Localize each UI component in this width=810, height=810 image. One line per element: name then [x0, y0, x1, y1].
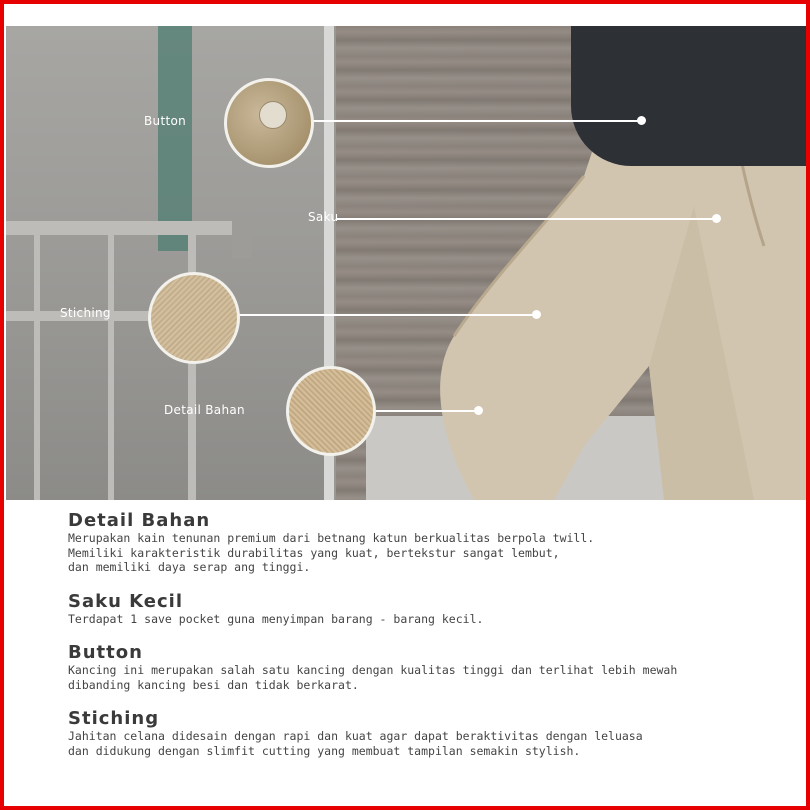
label-saku: Saku: [308, 210, 339, 224]
button-detail-circle: [224, 78, 314, 168]
callout-line-button: [312, 120, 642, 122]
section-detail-bahan: [68, 510, 768, 575]
section-body: Kancing ini merupakan salah satu kancing dengan kualitas tinggi dan terlihat lebih mewah dibanding kancing besi dan tidak berkarat.: [68, 663, 678, 692]
feature-descriptions: [68, 510, 768, 774]
product-infographic: [4, 4, 806, 806]
section-body: Jahitan celana didesain dengan rapi dan kuat agar dapat beraktivitas dengan leluasa dan didukung dengan slimfit cutting yang membuat tampilan semakin stylish.: [68, 729, 643, 758]
section-body: Merupakan kain tenunan premium dari betnang katun berkualitas berpola twill. Memiliki karakteristik durabilitas yang kuat, bertekstur sangat lembut, dan memiliki daya serap ang tinggi.: [68, 531, 595, 574]
callout-dot-button: [637, 116, 646, 125]
section-title: Button: [68, 642, 143, 663]
section-body: Terdapat 1 save pocket guna menyimpan barang - barang kecil.: [68, 611, 484, 626]
section-title: Stiching: [68, 708, 160, 729]
railing-end-cap: [232, 218, 252, 258]
callout-dot-stiching: [532, 310, 541, 319]
railing-top: [6, 221, 246, 235]
callout-dot-saku: [712, 214, 721, 223]
fabric-detail-circle: [286, 366, 376, 456]
callout-line-stiching: [238, 314, 538, 316]
label-stiching: Stiching: [60, 306, 111, 320]
callout-line-saku: [336, 218, 718, 220]
label-button: Button: [144, 114, 186, 128]
callout-dot-bahan: [474, 406, 483, 415]
stiching-detail-circle: [148, 272, 240, 364]
railing-post: [108, 231, 114, 500]
section-title: Saku Kecil: [68, 590, 184, 612]
callout-line-bahan: [374, 410, 480, 412]
railing-post: [34, 231, 40, 500]
section-stiching: [68, 708, 768, 758]
label-detail-bahan: Detail Bahan: [164, 403, 245, 417]
product-photo: [6, 26, 806, 500]
window-panel: [158, 26, 192, 251]
section-saku-kecil: [68, 591, 768, 627]
button-icon: [259, 101, 287, 129]
shirt: [571, 26, 806, 166]
chino-pants: [434, 116, 806, 500]
section-title: Detail Bahan: [68, 510, 211, 531]
section-button: [68, 642, 768, 692]
